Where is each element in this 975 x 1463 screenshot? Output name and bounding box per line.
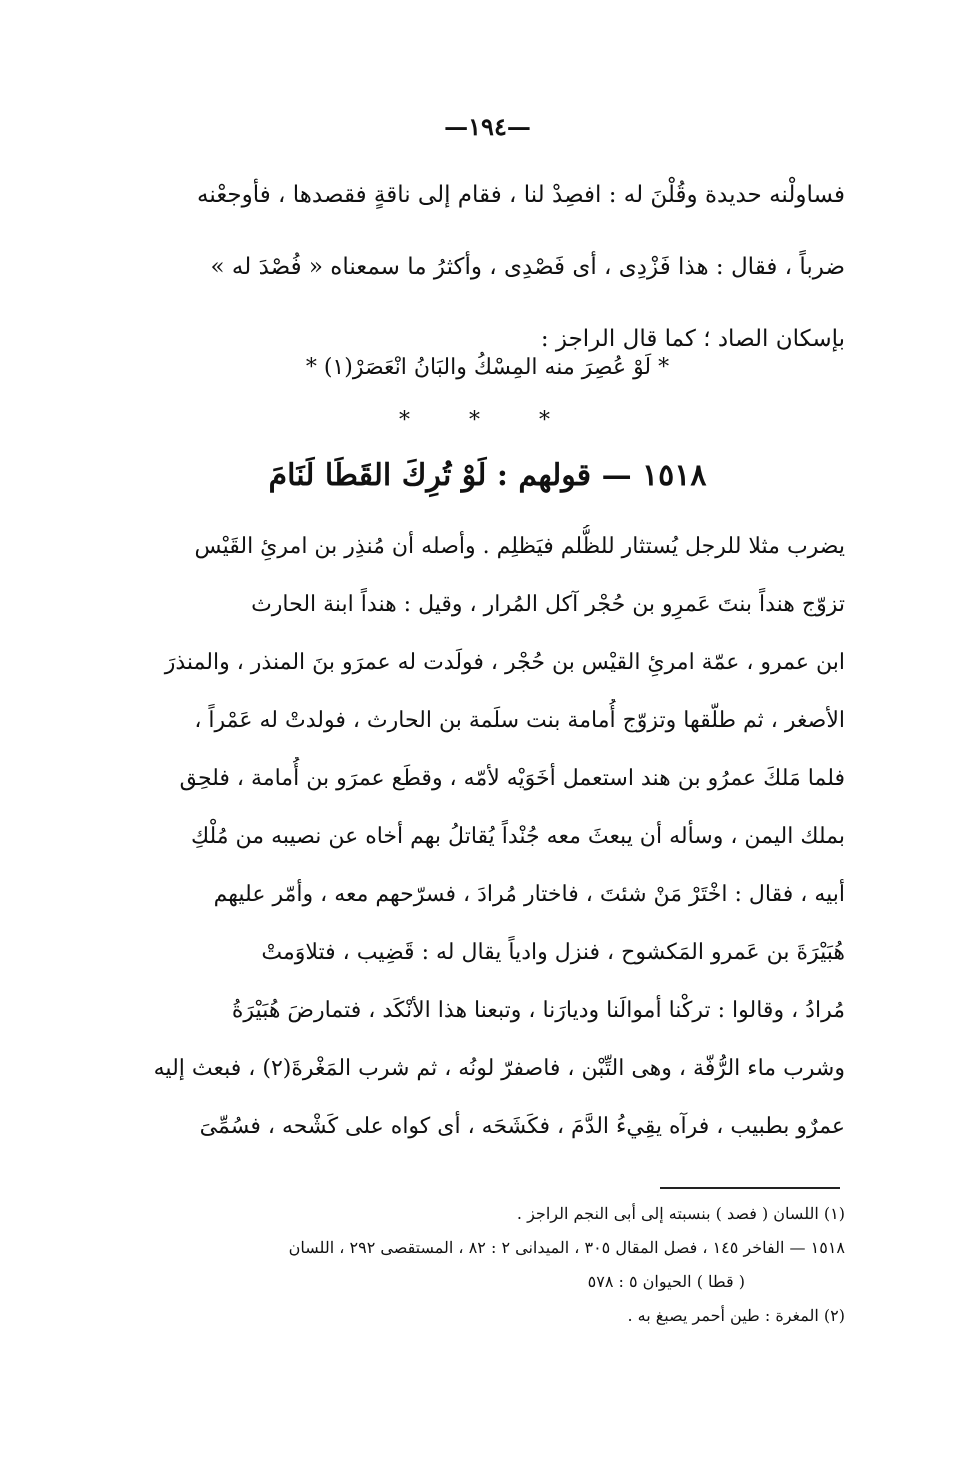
entry-heading: ١٥١٨ — قولهم : لَوْ تُرِكَ القَطَا لَنَامَ bbox=[268, 458, 707, 493]
footnote-references-continued: ( قطا ) الحيوان ٥ : ٥٧٨ bbox=[587, 1272, 745, 1291]
text-line: هُبَيْرَةَ بن عَمرو المَكشوح ، فنزل وادياً يقال له : قَضِيب ، فتلاوَمتْ bbox=[261, 940, 845, 965]
text-line: تزوّج هنداً بنتَ عَمرِو بن حُجْر آكل المُرار ، وقيل : هنداً ابنة الحارث bbox=[251, 592, 845, 617]
text-line: يضرب مثلا للرجل يُستثار للظُّلم فيَظلِم . وأصله أن مُنذِر بن امرئِ القَيْس bbox=[194, 534, 845, 559]
footnote: (٢) المغرة : طين أحمر يصبغ به . bbox=[627, 1306, 845, 1325]
footnotes bbox=[145, 1200, 845, 1336]
text-line: فساولْنه حديدة وقُلْنَ له : افصِدْ لنا ، فقام إلى ناقةٍ فقصدها ، فأوجعْنه bbox=[197, 182, 845, 208]
section-divider-stars: * * * bbox=[399, 408, 576, 433]
text-line: أبيه ، فقال : اخْتَرْ مَنْ شئتَ ، فاختار مُرادَ ، فسرّحهم معه ، وأمّر عليهم bbox=[213, 882, 845, 907]
page-number: —١٩٤— bbox=[444, 112, 531, 141]
text-line: الأصغر ، ثم طلّقها وتزوّج أُمامة بنت سلَمة بن الحارث ، فولدتْ له عَمْراً ، bbox=[194, 708, 845, 733]
text-line: بملك اليمن ، وسأله أن يبعثَ معه جُنْداً يُقاتلُ بهم أخاه عن نصيبه من مُلْكِ bbox=[190, 824, 845, 849]
footnote-separator bbox=[660, 1187, 840, 1189]
text-line: ضرباً ، فقال : هذا فَزْدِى ، أى فَصْدِى ، وأكثرُ ما سمعناه « فُصْدَ له » bbox=[210, 254, 845, 280]
text-line: مُرادُ ، وقالوا : تركْنا أموالَنا وديارَنا ، وتبعنا هذا الأنْكَد ، فتمارضَ هُبَيْرَةُ bbox=[231, 998, 845, 1023]
text-line: بإسكان الصاد ؛ كما قال الراجز : bbox=[540, 326, 845, 352]
text-line: وشرب ماء الرُّفّة ، وهى التِّبْن ، فاصفرّ لونُه ، ثم شرب المَغْرةَ(٢) ، فبعث إليه bbox=[153, 1056, 845, 1081]
footnote: (١) اللسان ( فصد ) بنسبته إلى أبى النجم الراجز . bbox=[516, 1204, 845, 1223]
text-line: فلما مَلكَ عمرُو بن هند استعمل أخَوَيْه لأمّه ، وقطَع عمرَو بن أُمامة ، فلحِق bbox=[179, 766, 845, 791]
opening-paragraph bbox=[127, 170, 845, 386]
entry-body bbox=[127, 525, 845, 1163]
poetry-verse: * لَوْ عُصِرَ منه المِسْكُ والبَانُ انْعَصَرْ(١) * bbox=[305, 355, 670, 380]
footnote-references: ١٥١٨ — الفاخر ١٤٥ ، فصل المقال ٣٠٥ ، الميدانى ٢ : ٨٢ ، المستقصى ٢٩٢ ، اللسان bbox=[288, 1238, 845, 1257]
text-line: عمرٌو بطبيب ، فرآه يقِيءُ الدَّمَ ، فكَشَحَه ، أى كواه على كَشْحه ، فسُمِّىَ bbox=[199, 1114, 845, 1139]
text-line: ابن عمرو ، عمّة امرئِ القيْس بن حُجْر ، فولَدت له عمرَو بنَ المنذر ، والمنذرَ bbox=[164, 650, 845, 675]
